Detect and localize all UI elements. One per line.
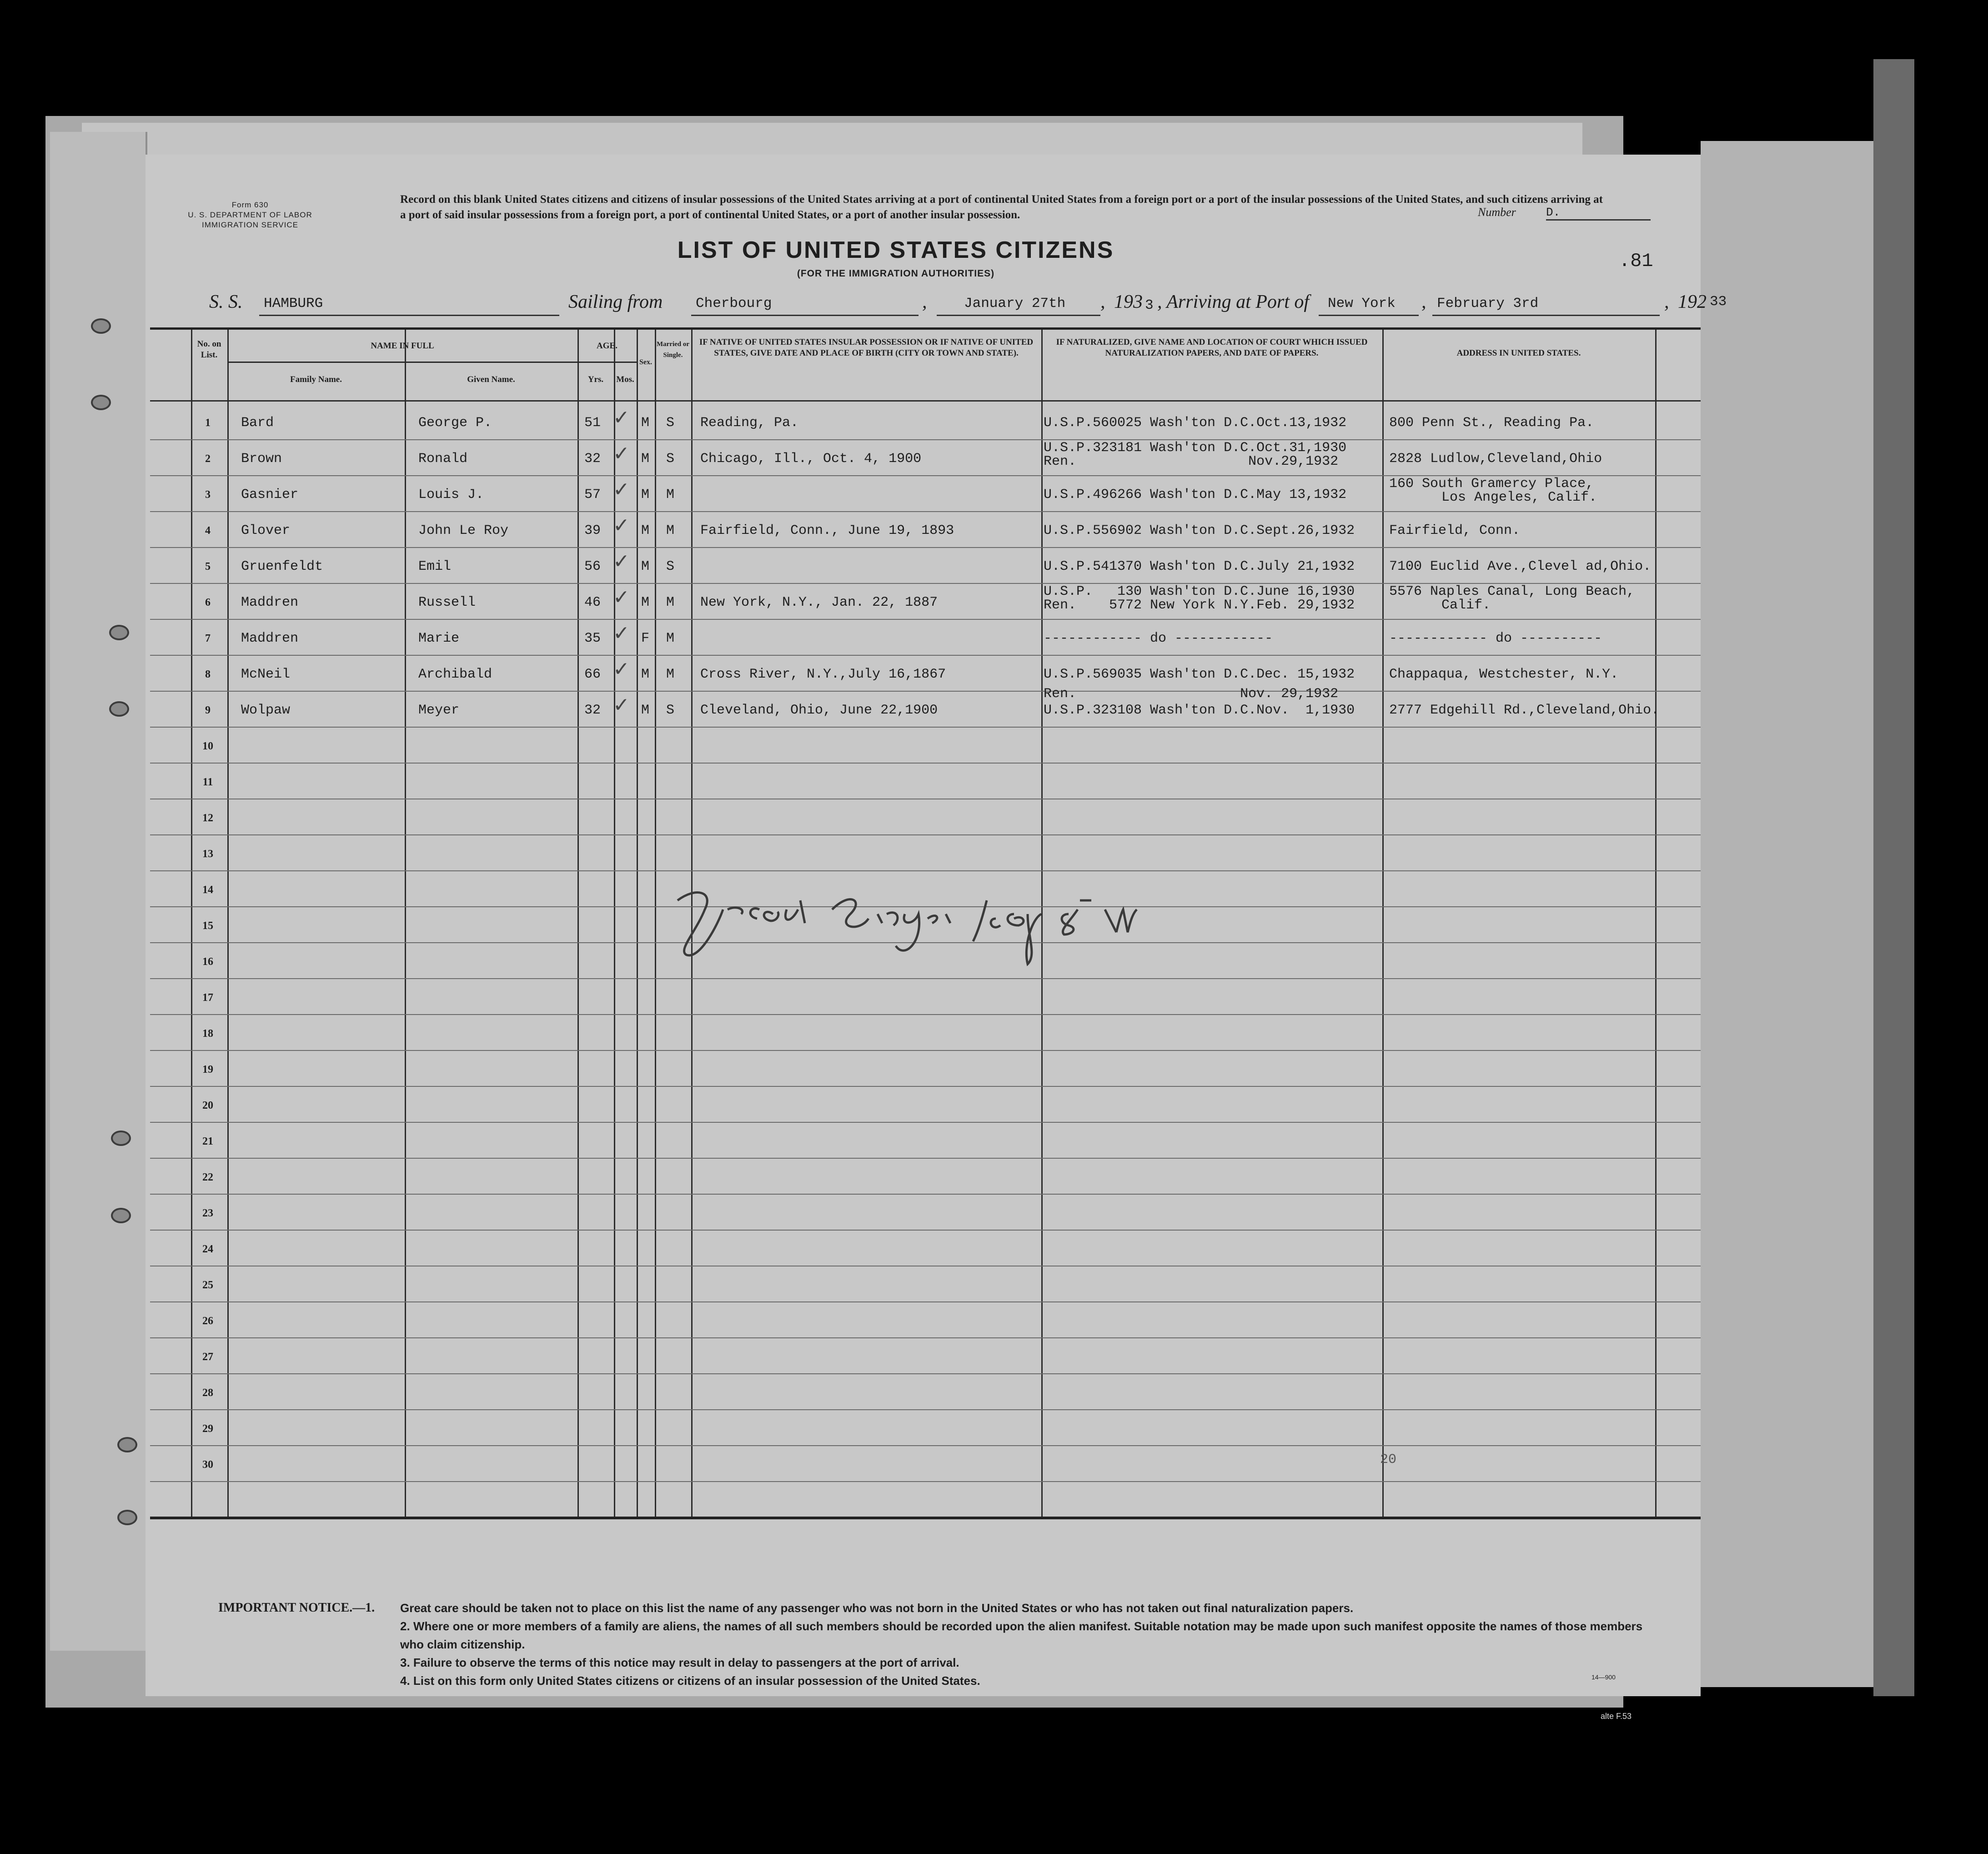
sex: M: [641, 451, 650, 467]
row-rule: [150, 1122, 1701, 1123]
birth-info: Chicago, Ill., Oct. 4, 1900: [700, 451, 922, 467]
col-no: No. on List.: [197, 339, 221, 360]
arrival-date: February 3rd: [1437, 296, 1539, 312]
ship-name: HAMBURG: [264, 296, 323, 312]
binding-strip: [50, 132, 147, 1651]
arrival-year-prefix: 192: [1678, 291, 1707, 312]
arrival-port: New York: [1328, 296, 1396, 312]
age-years: 57: [584, 487, 601, 502]
row-number: 18: [202, 1028, 213, 1040]
row-number: 2: [205, 453, 211, 465]
naturalization: U.S.P.541370 Wash'ton D.C.July 21,1932: [1044, 559, 1355, 574]
check-mark: ✓: [613, 622, 630, 645]
row-number: 10: [202, 740, 213, 752]
naturalization: ------------ do ------------: [1044, 631, 1273, 646]
row-rule: [150, 1194, 1701, 1195]
punch-hole: [111, 1208, 131, 1223]
check-mark: ✓: [613, 658, 630, 681]
tally-mark: 20: [1380, 1452, 1397, 1467]
row-rule: [150, 655, 1701, 656]
marital-status: M: [666, 595, 675, 610]
row-number: 21: [202, 1136, 213, 1147]
address: 2828 Ludlow,Cleveland,Ohio: [1389, 451, 1602, 467]
col-family-name: Family Name.: [290, 375, 342, 384]
row-rule: [150, 1086, 1701, 1087]
row-number: 6: [205, 597, 211, 608]
family-name: Bard: [241, 415, 274, 431]
check-mark: ✓: [613, 478, 630, 501]
punch-hole: [91, 318, 111, 334]
given-name: John Le Roy: [418, 523, 509, 538]
row-number: 8: [205, 668, 211, 680]
page-title: LIST OF UNITED STATES CITIZENS: [677, 237, 1114, 263]
notice-heading: IMPORTANT NOTICE.—1.: [218, 1601, 375, 1615]
check-mark: ✓: [613, 586, 630, 609]
sex: M: [641, 523, 650, 538]
row-number: 25: [202, 1279, 213, 1291]
birth-info: Fairfield, Conn., June 19, 1893: [700, 523, 954, 538]
row-number: 28: [202, 1387, 213, 1399]
row-rule: [150, 1481, 1701, 1482]
naturalization: U.S.P.323181 Wash'ton D.C.Oct.31,1930: [1044, 440, 1347, 456]
sex: M: [641, 415, 650, 431]
sailing-label: Sailing from: [568, 291, 663, 312]
check-mark: ✓: [613, 514, 630, 537]
marital-status: M: [666, 631, 675, 646]
print-code: 14—900: [1591, 1673, 1616, 1681]
address: Chappaqua, Westchester, N.Y.: [1389, 667, 1619, 682]
row-rule: [150, 1050, 1701, 1051]
sex: M: [641, 487, 650, 502]
col-naturalized: IF NATURALIZED, GIVE NAME AND LOCATION OF COURT WHICH ISSUED NATURALIZATION PAPERS, AND DATE OF PAPERS.: [1056, 337, 1368, 358]
row-rule: [150, 870, 1701, 871]
address-cont: Calif.: [1441, 598, 1491, 613]
binding-edge: [1873, 59, 1914, 1696]
family-name: McNeil: [241, 667, 291, 682]
instructions: Record on this blank United States citizens and citizens of insular possessions of the United States arriving at a port of continental United States from a foreign port or a port of the insular possessions of the United States, and such citizens arriving at a port of said insular possessions from a foreign port, a port of continental United States, or a port of another insular possession.: [400, 193, 1603, 221]
row-rule: [150, 978, 1701, 979]
row-number: 14: [202, 884, 213, 896]
arriving-label: , Arriving at Port of: [1157, 291, 1310, 312]
address: 800 Penn St., Reading Pa.: [1389, 415, 1594, 431]
address: ------------ do ----------: [1389, 631, 1602, 646]
notice-item: 2. Where one or more members of a family are aliens, the names of all such members should be recorded upon the alien manifest. Suitable notation may be made upon such manifest opposite the names of those members who claim citizenship.: [400, 1619, 1643, 1651]
service: IMMIGRATION SERVICE: [201, 221, 298, 229]
given-name: Ronald: [418, 451, 468, 467]
age-years: 32: [584, 451, 601, 467]
naturalization-renewal: Ren. 5772 New York N.Y.Feb. 29,1932: [1044, 598, 1355, 613]
bottom-code: alte F.53: [1601, 1712, 1632, 1721]
inspector-signature: [668, 882, 1396, 969]
row-rule: [150, 1409, 1701, 1410]
row-rule: [150, 547, 1701, 548]
depart-year-prefix: 193: [1114, 291, 1143, 312]
row-number: 12: [202, 812, 213, 824]
sex: M: [641, 595, 650, 610]
col-address: ADDRESS IN UNITED STATES.: [1456, 348, 1581, 358]
form-code: Form 630: [231, 201, 269, 209]
address-cont: Los Angeles, Calif.: [1441, 490, 1597, 505]
adjacent-page: [1701, 141, 1883, 1687]
col-given-name: Given Name.: [467, 375, 515, 384]
marital-status: M: [666, 523, 675, 538]
punch-hole: [111, 1130, 131, 1146]
department: U. S. DEPARTMENT OF LABOR: [188, 211, 312, 219]
family-name: Wolpaw: [241, 703, 291, 718]
number-value: D.: [1546, 206, 1651, 221]
age-years: 56: [584, 559, 601, 574]
from-port: Cherbourg: [696, 296, 772, 312]
age-years: 46: [584, 595, 601, 610]
family-name: Glover: [241, 523, 291, 538]
naturalization: U.S.P.323108 Wash'ton D.C.Nov. 1,1930: [1044, 703, 1355, 718]
row-number: 20: [202, 1100, 213, 1111]
row-rule: [150, 1158, 1701, 1159]
age-years: 35: [584, 631, 601, 646]
row-number: 4: [205, 525, 211, 537]
row-number: 1: [205, 417, 211, 429]
row-rule: [150, 1014, 1701, 1015]
row-rule: [150, 619, 1701, 620]
given-name: Emil: [418, 559, 452, 574]
check-mark: ✓: [613, 442, 630, 465]
notice-item: 4. List on this form only United States citizens or citizens of an insular possession of the United States.: [400, 1674, 980, 1688]
form-number: [182, 200, 318, 230]
row-rule: [150, 511, 1701, 512]
naturalization: U.S.P.496266 Wash'ton D.C.May 13,1932: [1044, 487, 1347, 502]
number-label: Number: [1478, 206, 1516, 219]
address: 160 South Gramercy Place,: [1389, 476, 1594, 492]
page-number: .81: [1619, 250, 1653, 272]
check-mark: ✓: [613, 550, 630, 573]
notice-item: Great care should be taken not to place on this list the name of any passenger who was not born in the United States or who has not taken out final naturalization papers.: [400, 1601, 1354, 1615]
naturalization: U.S.P.560025 Wash'ton D.C.Oct.13,1932: [1044, 415, 1347, 431]
family-name: Gruenfeldt: [241, 559, 323, 574]
given-name: George P.: [418, 415, 492, 431]
punch-hole: [117, 1510, 137, 1525]
col-yrs: Yrs.: [587, 375, 604, 384]
row-number: 7: [205, 633, 211, 644]
row-rule: [150, 727, 1701, 728]
marital-status: S: [666, 703, 675, 718]
address: 2777 Edgehill Rd.,Cleveland,Ohio.: [1389, 703, 1660, 718]
row-rule: [150, 439, 1701, 440]
naturalization: U.S.P.569035 Wash'ton D.C.Dec. 15,1932: [1044, 667, 1355, 682]
punch-hole: [109, 625, 129, 640]
birth-info: Cross River, N.Y.,July 16,1867: [700, 667, 946, 682]
voyage-line: S. S. HAMBURG Sailing from Cherbourg , January 27th , 193 3 , Arriving at Port of New York , February 3rd , 192 33: [209, 291, 1710, 318]
manifest-page: [146, 155, 1727, 1696]
row-rule: [150, 691, 1701, 692]
col-age: AGE.: [597, 341, 617, 351]
row-number: 3: [205, 489, 211, 501]
row-number: 9: [205, 704, 211, 716]
family-name: Maddren: [241, 595, 299, 610]
marital-status: S: [666, 415, 675, 431]
birth-info: Cleveland, Ohio, June 22,1900: [700, 703, 938, 718]
sex: M: [641, 667, 650, 682]
address: 5576 Naples Canal, Long Beach,: [1389, 584, 1635, 599]
given-name: Archibald: [418, 667, 492, 682]
col-sex: Sex.: [639, 358, 652, 366]
family-name: Maddren: [241, 631, 299, 646]
row-rule: [150, 1445, 1701, 1446]
birth-info: New York, N.Y., Jan. 22, 1887: [700, 595, 938, 610]
row-number: 19: [202, 1064, 213, 1075]
marital-status: M: [666, 487, 675, 502]
arrival-year-suffix: 33: [1710, 294, 1727, 310]
check-mark: ✓: [613, 406, 630, 429]
family-name: Brown: [241, 451, 282, 467]
row-number: 22: [202, 1171, 213, 1183]
given-name: Russell: [418, 595, 476, 610]
given-name: Marie: [418, 631, 460, 646]
age-years: 32: [584, 703, 601, 718]
given-name: Meyer: [418, 703, 460, 718]
col-married: Married or Single.: [656, 341, 690, 359]
marital-status: S: [666, 559, 675, 574]
sex: M: [641, 559, 650, 574]
marital-status: S: [666, 451, 675, 467]
birth-info: Reading, Pa.: [700, 415, 799, 431]
row-number: 24: [202, 1243, 213, 1255]
punch-hole: [117, 1437, 137, 1452]
row-number: 13: [202, 848, 213, 860]
check-mark: ✓: [613, 693, 630, 717]
row-rule: [150, 1301, 1701, 1302]
notice-item: 3. Failure to observe the terms of this notice may result in delay to passengers at the port of arrival.: [400, 1656, 959, 1669]
row-rule: [150, 1337, 1701, 1338]
naturalization-renewal: Ren. Nov. 29,1932: [1044, 686, 1339, 702]
row-rule: [150, 1230, 1701, 1231]
age-years: 66: [584, 667, 601, 682]
row-number: 11: [202, 776, 213, 788]
col-native: IF NATIVE OF UNITED STATES INSULAR POSSESSION OR IF NATIVE OF UNITED STATES, GIVE DATE AND PLACE OF BIRTH (CITY OR TOWN AND STATE).: [699, 337, 1034, 358]
row-number: 23: [202, 1207, 213, 1219]
sex: M: [641, 703, 650, 718]
address: Fairfield, Conn.: [1389, 523, 1521, 538]
age-years: 39: [584, 523, 601, 538]
page-subtitle: (FOR THE IMMIGRATION AUTHORITIES): [797, 268, 995, 279]
col-mos: Mos.: [616, 375, 634, 384]
row-number: 5: [205, 561, 211, 573]
family-name: Gasnier: [241, 487, 299, 502]
depart-year-suffix: 3: [1145, 297, 1154, 313]
row-number: 26: [202, 1315, 213, 1327]
naturalization-renewal: Ren. Nov.29,1932: [1044, 454, 1339, 469]
row-rule: [150, 834, 1701, 835]
naturalization: U.S.P.556902 Wash'ton D.C.Sept.26,1932: [1044, 523, 1355, 538]
age-years: 51: [584, 415, 601, 431]
row-number: 29: [202, 1423, 213, 1435]
naturalization: U.S.P. 130 Wash'ton D.C.June 16,1930: [1044, 584, 1355, 599]
punch-hole: [91, 395, 111, 410]
row-number: 27: [202, 1351, 213, 1363]
marital-status: M: [666, 667, 675, 682]
row-number: 17: [202, 992, 213, 1004]
row-rule: [150, 1373, 1701, 1374]
ss-label: S. S.: [209, 291, 243, 312]
row-number: 30: [202, 1459, 213, 1471]
depart-date: January 27th: [964, 296, 1066, 312]
sex: F: [641, 631, 650, 646]
col-name-in-full: NAME IN FULL: [371, 341, 434, 351]
address: 7100 Euclid Ave.,Clevel ad,Ohio.: [1389, 559, 1652, 574]
row-number: 16: [202, 956, 213, 968]
given-name: Louis J.: [418, 487, 484, 502]
row-number: 15: [202, 920, 213, 932]
row-rule: [150, 763, 1701, 764]
punch-hole: [109, 701, 129, 717]
